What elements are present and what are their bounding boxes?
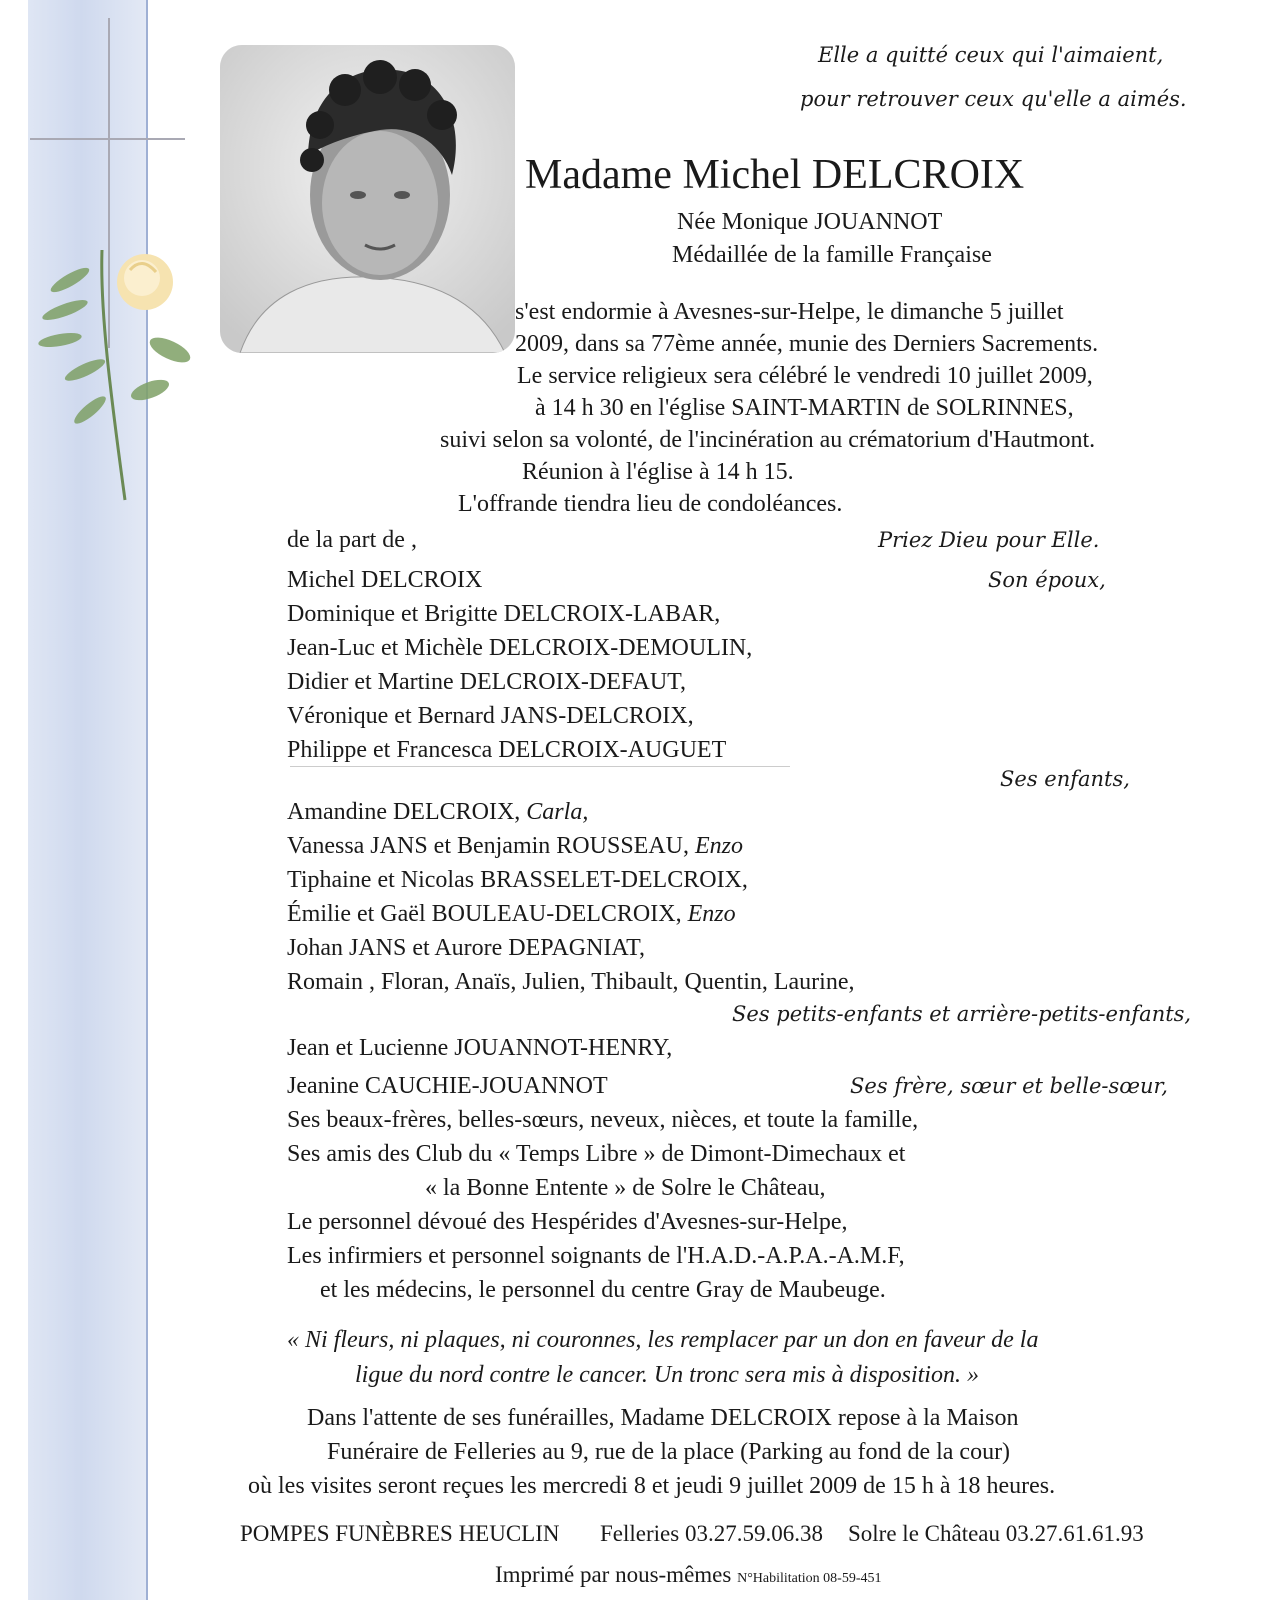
- epigraph-line-2: pour retrouver ceux qu'elle a aimés.: [800, 87, 1187, 111]
- announcement-line: Réunion à l'église à 14 h 15.: [522, 459, 794, 485]
- spouse-name: Michel DELCROIX: [287, 567, 483, 593]
- other-entry: « la Bonne Entente » de Solre le Château,: [425, 1175, 826, 1201]
- grandchild-entry: Tiphaine et Nicolas BRASSELET-DELCROIX,: [287, 867, 748, 893]
- child-entry: Philippe et Francesca DELCROIX-AUGUET: [287, 737, 727, 763]
- sibling-entry: Jean et Lucienne JOUANNOT-HENRY,: [287, 1035, 673, 1061]
- visit-info: où les visites seront reçues les mercredi 8 et jeudi 9 juillet 2009 de 15 h à 18 heures.: [248, 1473, 1056, 1499]
- deceased-name: Madame Michel DELCROIX: [525, 152, 1025, 198]
- funeral-company: POMPES FUNÈBRES HEUCLIN: [240, 1521, 560, 1546]
- child-entry: Didier et Martine DELCROIX-DEFAUT,: [287, 669, 687, 695]
- from-label: de la part de ,: [287, 527, 417, 553]
- flowers-request: « Ni fleurs, ni plaques, ni couronnes, les remplacer par un don en faveur de la: [287, 1327, 1039, 1353]
- announcement-line: Le service religieux sera célébré le vendredi 10 juillet 2009,: [517, 363, 1093, 389]
- grandchild-entry: Vanessa JANS et Benjamin ROUSSEAU, Enzo: [287, 833, 743, 859]
- child-entry: Jean-Luc et Michèle DELCROIX-DEMOULIN,: [287, 635, 753, 661]
- announcement-line: 2009, dans sa 77ème année, munie des Derniers Sacrements.: [515, 331, 1099, 357]
- solre-phone: Solre le Château 03.27.61.61.93: [848, 1521, 1144, 1546]
- announcement-line: à 14 h 30 en l'église SAINT-MARTIN de SOLRINNES,: [535, 395, 1074, 421]
- announcement-line: suivi selon sa volonté, de l'incinération au crématorium d'Hautmont.: [440, 427, 1096, 453]
- children-label: Ses enfants,: [1000, 767, 1130, 791]
- other-entry: Ses amis des Club du « Temps Libre » de Dimont-Dimechaux et: [287, 1141, 906, 1167]
- grandchildren-label: Ses petits-enfants et arrière-petits-enfants,: [732, 1002, 1192, 1026]
- other-entry: Les infirmiers et personnel soignants de l'H.A.D.-A.P.A.-A.M.F,: [287, 1243, 905, 1269]
- flowers-request: ligue du nord contre le cancer. Un tronc sera mis à disposition. »: [355, 1362, 979, 1388]
- spouse-label: Son époux,: [988, 568, 1106, 592]
- felleries-phone: Felleries 03.27.59.06.38: [600, 1521, 823, 1546]
- other-entry: et les médecins, le personnel du centre Gray de Maubeuge.: [320, 1277, 886, 1303]
- maiden-name: Née Monique JOUANNOT: [677, 209, 943, 235]
- portrait-photo: [220, 45, 515, 353]
- pray-line: Priez Dieu pour Elle.: [878, 528, 1100, 552]
- medal-line: Médaillée de la famille Française: [672, 242, 992, 268]
- announcement-line: L'offrande tiendra lieu de condoléances.: [458, 491, 843, 517]
- grandchild-entry: Johan JANS et Aurore DEPAGNIAT,: [287, 935, 645, 961]
- other-entry: Le personnel dévoué des Hespérides d'Avesnes-sur-Helpe,: [287, 1209, 848, 1235]
- child-entry: Véronique et Bernard JANS-DELCROIX,: [287, 703, 694, 729]
- visit-info: Dans l'attente de ses funérailles, Madame DELCROIX repose à la Maison: [307, 1405, 1019, 1431]
- grandchild-entry: Émilie et Gaël BOULEAU-DELCROIX, Enzo: [287, 901, 736, 927]
- rose-fern-illustration: [30, 230, 230, 510]
- cross-horizontal: [30, 138, 185, 140]
- grandchild-entry: Amandine DELCROIX, Carla,: [287, 799, 589, 825]
- announcement-line: s'est endormie à Avesnes-sur-Helpe, le dimanche 5 juillet: [515, 299, 1064, 325]
- habilitation-number: N°Habilitation 08-59-451: [737, 1571, 882, 1586]
- visit-info: Funéraire de Felleries au 9, rue de la place (Parking au fond de la cour): [327, 1439, 1011, 1465]
- grandchild-entry: Romain , Floran, Anaïs, Julien, Thibault, Quentin, Laurine,: [287, 969, 855, 995]
- separator: [290, 766, 790, 767]
- siblings-label: Ses frère, sœur et belle-sœur,: [850, 1074, 1168, 1098]
- other-entry: Ses beaux-frères, belles-sœurs, neveux, nièces, et toute la famille,: [287, 1107, 919, 1133]
- sibling-entry: Jeanine CAUCHIE-JOUANNOT: [287, 1073, 608, 1099]
- epigraph-line-1: Elle a quitté ceux qui l'aimaient,: [818, 43, 1164, 67]
- child-entry: Dominique et Brigitte DELCROIX-LABAR,: [287, 601, 721, 627]
- printed-by: Imprimé par nous-mêmes N°Habilitation 08-59-451: [495, 1562, 882, 1587]
